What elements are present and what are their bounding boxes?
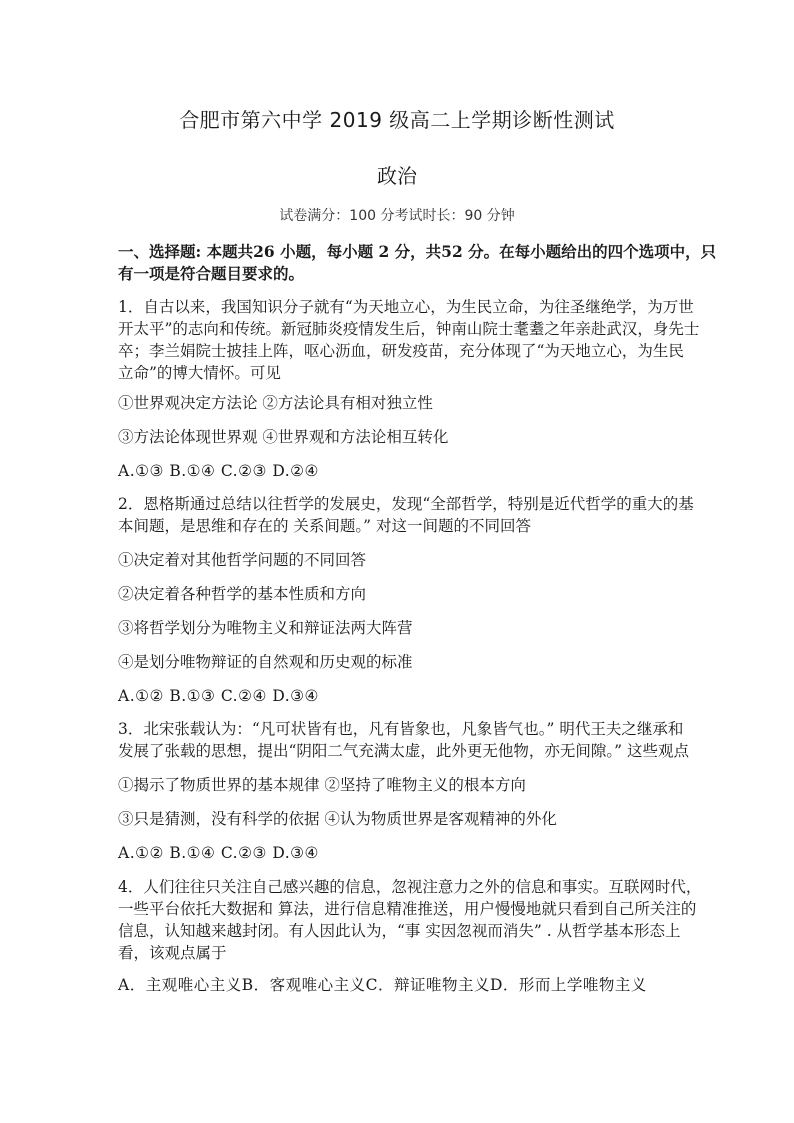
question-2-option-line: ①决定着对其他哲学问题的不同回答: [118, 551, 367, 569]
question-1-option-line: ③方法论体现世界观 ④世界观和方法论相互转化: [118, 428, 449, 446]
question-1-stem-line: 卒；李兰娟院士披挂上阵，呕心沥血，研发疫苗，充分体现了“为天地立心，为生民: [118, 342, 684, 360]
section-instructions-line-2: 有一项是符合题目要求的。: [118, 264, 305, 283]
question-3-option-line: ③只是猜测，没有科学的依据 ④认为物质世界是客观精神的外化: [118, 810, 557, 828]
question-1-stem-line: 1．自古以来，我国知识分子就有“为天地立心，为生民立命，为往圣继绝学，为万世: [118, 298, 694, 316]
question-4-choices: A．主观唯心主义B．客观唯心主义C．辩证唯物主义D．形而上学唯物主义: [118, 976, 647, 994]
question-2-stem-line: 2．恩格斯通过总结以往哲学的发展史，发现“全部哲学，特别是近代哲学的重大的基: [118, 495, 694, 513]
question-2-stem-line: 本间题，是思维和存在的 关系间题。” 对这一间题的不同回答: [118, 517, 532, 535]
question-3-stem-line: 3．北宋张载认为：“凡可状皆有也，凡有皆象也，凡象皆气也。” 明代王夫之继承和: [118, 720, 684, 738]
subject-heading: 政治: [377, 164, 417, 188]
question-2-option-line: ②决定着各种哲学的基本性质和方向: [118, 585, 367, 603]
question-4-stem-line: 一些平台依托大数据和 算法，进行信息精准推送，用户慢慢地就只看到自己所关注的: [118, 900, 697, 918]
question-1-option-line: ①世界观决定方法论 ②方法论具有相对独立性: [118, 394, 433, 412]
question-2-choices: A.①② B.①③ C.②④ D.③④: [118, 687, 319, 705]
question-1-stem-line: 开太平”的志向和传统。新冠肺炎疫情发生后，钟南山院士耄耋之年亲赴武汉，身先士: [118, 320, 700, 338]
question-3-option-line: ①揭示了物质世界的基本规律 ②坚持了唯物主义的根本方向: [118, 776, 526, 794]
question-4-stem-line: 信息，认知越来越封闭。有人因此认为，“事 实因忽视而消失” . 从哲学基本形态上: [118, 922, 681, 940]
question-2-option-line: ③将哲学划分为唯物主义和辩证法两大阵营: [118, 619, 413, 637]
question-3-choices: A.①② B.①④ C.②③ D.③④: [118, 844, 319, 862]
question-1-stem-line: 立命”的博大情怀。可见: [118, 364, 281, 382]
question-4-stem-line: 4．人们往往只关注自己感兴趣的信息，忽视注意力之外的信息和事实。互联网时代，: [118, 878, 702, 896]
question-2-option-line: ④是划分唯物辩证的自然观和历史观的标准: [118, 653, 413, 671]
section-instructions-line-1: 一、选择题: 本题共26 小题，每小题 2 分，共52 分。在每小题给出的四个选项中，只: [118, 242, 717, 261]
question-1-choices: A.①③ B.①④ C.②③ D.②④: [118, 462, 319, 480]
exam-info: 试卷满分：100 分考试时长：90 分钟: [279, 208, 515, 224]
question-4-stem-line: 看，该观点属于: [118, 944, 227, 962]
exam-title: 合肥市第六中学 2019 级高二上学期诊断性测试: [179, 108, 615, 132]
question-3-stem-line: 发展了张载的思想，提出“阴阳二气充满太虚，此外更无他物，亦无间隙。” 这些观点: [118, 742, 690, 760]
